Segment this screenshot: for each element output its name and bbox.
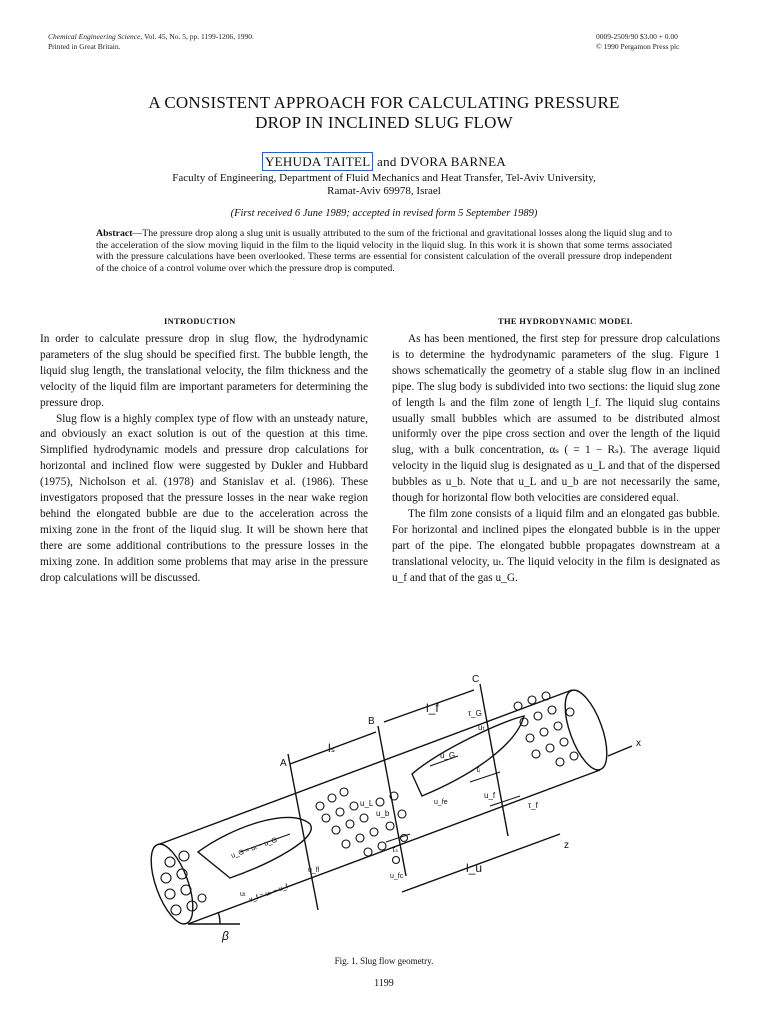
section-heading-introduction: INTRODUCTION [164, 316, 236, 326]
pipe-right-end [557, 685, 616, 775]
author-1-highlighted[interactable]: YEHUDA TAITEL [262, 152, 374, 171]
label-c: C [472, 674, 480, 685]
authors [0, 152, 768, 171]
introduction-text [40, 332, 368, 587]
label-ub: u_b [376, 809, 390, 818]
title-line-2: DROP IN INCLINED SLUG FLOW [255, 113, 513, 132]
printed-note: Printed in Great Britain. [48, 41, 121, 51]
label-tau-i: τᵢ [476, 765, 481, 774]
journal-citation: Vol. 45, No. 5, pp. 1199-1206, 1990. [144, 32, 254, 41]
label-lf: l_f [426, 701, 439, 715]
pipe-left-end [143, 839, 202, 929]
publisher-header [596, 32, 679, 51]
intro-paragraph-1: In order to calculate pressure drop in slug flow, the hydrodynamic parameters of the slug should be specified first. The bubble length, the liquid slug length, the translational velocity, the film thickness and the velocity of the liquid film are important parameters for determining the pressure drop. [40, 333, 368, 409]
label-tau-s: τₛ [392, 845, 399, 854]
title-line-1: A CONSISTENT APPROACH FOR CALCULATING PRESSURE [148, 93, 620, 112]
received-dates: (First received 6 June 1989; accepted in revised form 5 September 1989) [230, 208, 538, 219]
abstract-text: —The pressure drop along a slug unit is usually attributed to the sum of the frictional and gravitational losses along the liquid slug and to the acceleration of the slow moving liquid in the film to the liquid velocity in the liquid slug. In this work it is shown that some terms associated with the pressure calculations have been overlooked. These terms are essential for consistent calculation of the overall pressure drop independent of the choice of a control volume over which the pressure drop is computed. [96, 228, 672, 275]
label-vf-relative: v_f = uₜ − u_f [248, 883, 290, 904]
journal-name: Chemical Engineering Science, [48, 32, 143, 41]
beta-arc [218, 912, 220, 924]
author-conjunction: and [373, 154, 401, 169]
slug-flow-diagram [140, 666, 650, 956]
label-a: A [280, 758, 287, 769]
section-heading-hydrodynamic-model: THE HYDRODYNAMIC MODEL [498, 316, 633, 326]
label-ls: lₛ [328, 741, 336, 755]
abstract-label: Abstract [96, 228, 133, 239]
label-ug-relative: u_G = uₜ − u_G [230, 836, 279, 860]
section-line-a [288, 754, 318, 910]
copyright: © 1990 Pergamon Press plc [596, 41, 680, 51]
intro-paragraph-2: Slug flow is a highly complex type of flow with an unsteady nature, and obviously an exact solution is out of the question at this time. Simplified hydrodynamic models and pressure drop calculations for horizontal and inclined flow were suggested by Dukler and Hubbard (1975), Nicholson et al. (1978) and Stanislav et al. (1986). These investigators proposed that the pressure losses in the near wake region behind the elongated bubble are due to the acceleration across the mixing zone in the front of the liquid slug. It will be shown here that there are some additional contributions to the pressure losses in the mixing zone. In addition some problems that may arise in the pressure drop calculations will be discussed. [40, 412, 368, 584]
label-ut: uₜ [478, 723, 485, 732]
label-x: x [636, 738, 641, 749]
label-ut2: uₜ [240, 891, 246, 898]
affiliation [80, 172, 688, 198]
journal-header [48, 32, 254, 51]
label-beta: β [222, 929, 229, 943]
model-paragraph-1: As has been mentioned, the first step for pressure drop calculations is to determine the hydrodynamic parameters of the slug. Figure 1 shows schematically the geometry of a stable slug flow in an inclined pipe. The slug body is subdivided into two sections: the liquid slug zone of length lₛ and the film zone of length l_f. The liquid slug contains usually small bubbles which are assumed to be distributed almost uniformly over the pipe cross section and over the length of the liquid slug, with a bulk concentration, αₛ ( = 1 − Rₛ). The average liquid velocity in the liquid slug is designated as u_L and that of the dispersed bubbles as u_b. Note that u_L and u_b are not necessarily the same, though for horizontal flow both velocities are considered equal. [392, 333, 720, 505]
author-2: DVORA BARNEA [400, 154, 507, 169]
label-lu: l_u [466, 861, 483, 875]
affiliation-line-1: Faculty of Engineering, Department of Fluid Mechanics and Heat Transfer, Tel-Aviv University, [172, 172, 596, 184]
elongated-bubble-right [412, 716, 524, 796]
label-b: B [368, 716, 375, 727]
label-ufc: u_fc [390, 873, 404, 880]
label-tau-g: τ_G [468, 709, 482, 718]
x-axis [608, 746, 632, 756]
label-ufe: u_fe [434, 799, 448, 806]
label-tau-f: τ_f [528, 801, 538, 810]
label-z: z [564, 840, 569, 851]
figure-slug-flow-geometry [140, 666, 650, 956]
label-uf: u_f [484, 791, 496, 800]
article-code: 0009-2509/90 $3.00 + 0.00 [596, 32, 678, 41]
label-ug: u_G [440, 751, 456, 760]
label-ufl: u_fl [308, 867, 320, 874]
page-number: 1199 [374, 978, 394, 989]
model-paragraph-2: The film zone consists of a liquid film and an elongated gas bubble. For horizontal and inclined pipes the elongated bubble is in the upper part of the pipe. The elongated bubble propagates downstream at a translational velocity, uₜ. The liquid velocity in the film is designated as u_f and that of the gas u_G. [392, 507, 720, 584]
paper-title [60, 93, 708, 133]
arrow-taui [470, 772, 500, 782]
hydrodynamic-model-text [392, 332, 720, 587]
affiliation-line-2: Ramat-Aviv 69978, Israel [327, 185, 441, 197]
label-ul: u_L [360, 799, 374, 808]
figure-caption: Fig. 1. Slug flow geometry. [334, 956, 434, 966]
abstract [96, 228, 672, 275]
